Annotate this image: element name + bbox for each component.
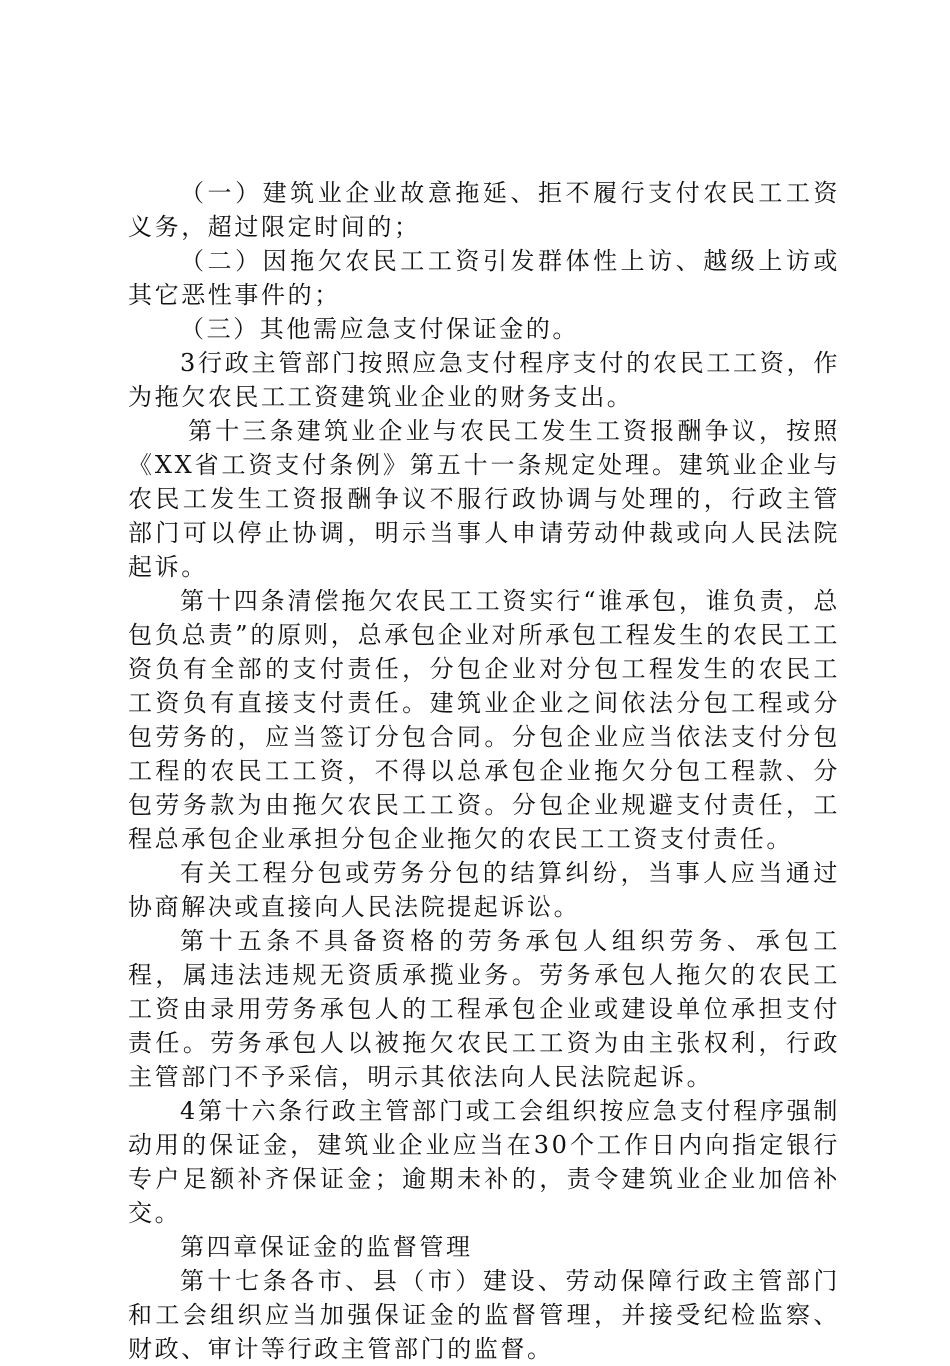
paragraph-subcontract-dispute: 有关工程分包或劳务分包的结算纠纷，当事人应当通过协商解决或直接向人民法院提起诉讼。 xyxy=(128,859,840,921)
paragraph-item-2: （二）因拖欠农民工工资引发群体性上访、越级上访或其它恶性事件的； xyxy=(128,247,840,309)
article-13: 第十三条建筑业企业与农民工发生工资报酬争议，按照《XX省工资支付条例》第五十一条规定处理。建筑业企业与农民工发生工资报酬争议不服行政协调与处理的，行政主管部门可以停止协调，明示当事人申请劳动仲裁或向人民法院起诉。 xyxy=(128,417,840,581)
document-body xyxy=(128,176,840,1366)
article-17: 第十七条各市、县（市）建设、劳动保障行政主管部门和工会组织应当加强保证金的监督管理，并接受纪检监察、财政、审计等行政主管部门的监督。 xyxy=(128,1267,840,1363)
article-14: 第十四条清偿拖欠农民工工资实行“谁承包，谁负责，总包负总责”的原则，总承包企业对所承包工程发生的农民工工资负有全部的支付责任，分包企业对分包工程发生的农民工工资负有直接支付责任。建筑业企业之间依法分包工程或分包劳务的，应当签订分包合同。分包企业应当依法支付分包工程的农民工工资，不得以总承包企业拖欠分包工程款、分包劳务款为由拖欠农民工工资。分包企业规避支付责任，工程总承包企业承担分包企业拖欠的农民工工资支付责任。 xyxy=(128,587,840,853)
paragraph-item-1: （一）建筑业企业故意拖延、拒不履行支付农民工工资义务，超过限定时间的； xyxy=(128,179,840,241)
paragraph-item-3-payment: 3行政主管部门按照应急支付程序支付的农民工工资，作为拖欠农民工工资建筑业企业的财务支出。 xyxy=(128,349,840,411)
paragraph-item-3: （三）其他需应急支付保证金的。 xyxy=(180,315,579,343)
article-16: 4第十六条行政主管部门或工会组织按应急支付程序强制动用的保证金，建筑业企业应当在30个工作日内向指定银行专户足额补齐保证金；逾期未补的，责令建筑业企业加倍补交。 xyxy=(128,1097,840,1227)
article-15: 第十五条不具备资格的劳务承包人组织劳务、承包工程，属违法违规无资质承揽业务。劳务承包人拖欠的农民工工资由录用劳务承包人的工程承包企业或建设单位承担支付责任。劳务承包人以被拖欠农民工工资为由主张权利，行政主管部门不予采信，明示其依法向人民法院起诉。 xyxy=(128,927,840,1091)
chapter-heading: 第四章保证金的监督管理 xyxy=(180,1233,473,1261)
